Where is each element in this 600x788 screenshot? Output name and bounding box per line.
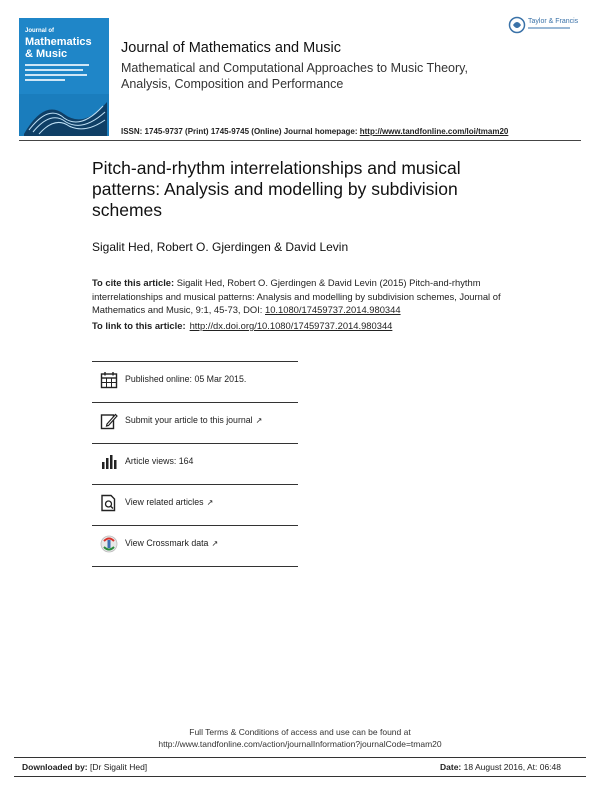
cite-label: To cite this article: [92, 277, 175, 288]
link-label: To link to this article: [92, 320, 186, 331]
article-link-line [92, 320, 392, 331]
edit-icon [100, 412, 118, 430]
citation-block [92, 276, 532, 317]
crossmark-label: View Crossmark data [125, 538, 209, 548]
cover-title [25, 26, 92, 60]
crossmark-link[interactable] [125, 538, 218, 548]
article-authors: Sigalit Hed, Robert O. Gjerdingen & David Levin [92, 240, 349, 254]
submit-article-link[interactable] [125, 415, 262, 425]
journal-title: Journal of Mathematics and Music [121, 40, 342, 56]
article-info-list [92, 361, 298, 567]
publisher-logo-icon [508, 16, 526, 34]
downloaded-by-label: Downloaded by: [22, 762, 88, 772]
terms-text: Full Terms & Conditions of access and use can be found at [189, 727, 411, 737]
calendar-icon [100, 371, 118, 389]
terms-url[interactable]: http://www.tandfonline.com/action/journalInformation?journalCode=tmam20 [158, 739, 442, 749]
cover-artwork [19, 94, 109, 136]
crossmark-icon [100, 535, 118, 553]
external-link-icon: ↗ [211, 539, 219, 548]
related-articles-item[interactable] [92, 485, 298, 526]
publisher-tagline-line [528, 27, 570, 29]
bar-chart-icon [100, 453, 118, 471]
download-date-value: 18 August 2016, At: 06:48 [461, 762, 561, 772]
footer-divider-bottom [14, 776, 586, 777]
cover-title-line3: & Music [25, 48, 68, 60]
journal-subtitle: Mathematical and Computational Approaches to Music Theory, Analysis, Composition and Performance [121, 61, 468, 91]
footer-divider-top [14, 757, 586, 758]
downloaded-by-value: [Dr Sigalit Hed] [87, 762, 148, 772]
downloaded-by [22, 762, 147, 772]
external-link-icon: ↗ [206, 498, 214, 507]
doi-link[interactable]: 10.1080/17459737.2014.980344 [265, 304, 401, 315]
article-link[interactable]: http://dx.doi.org/10.1080/17459737.2014.980344 [189, 320, 393, 331]
issn-line [121, 127, 508, 136]
crossmark-item[interactable] [92, 526, 298, 567]
publisher-logo[interactable] [508, 16, 583, 46]
publisher-name: Taylor & Francis [528, 18, 579, 25]
cover-text-lines [25, 64, 95, 84]
submit-article-label: Submit your article to this journal [125, 415, 253, 425]
document-search-icon [100, 494, 118, 512]
external-link-icon: ↗ [255, 416, 263, 425]
related-articles-link[interactable] [125, 497, 213, 507]
cover-title-line1: Journal of [25, 28, 55, 34]
header-divider [19, 140, 581, 141]
article-views-item [92, 444, 298, 485]
journal-cover [19, 18, 109, 136]
related-articles-label: View related articles [125, 497, 204, 507]
issn-text: ISSN: 1745-9737 (Print) 1745-9745 (Online) Journal homepage: [121, 127, 360, 136]
article-title: Pitch-and-rhythm interrelationships and musical patterns: Analysis and modelling by subdivision schemes [92, 158, 461, 220]
published-online-item [92, 361, 298, 403]
download-date-label: Date: [440, 762, 462, 772]
download-date [440, 762, 561, 772]
article-views-text: Article views: 164 [125, 456, 194, 466]
journal-homepage-link[interactable]: http://www.tandfonline.com/loi/tmam20 [359, 127, 509, 136]
cover-title-line2: Mathematics [25, 36, 92, 48]
submit-article-item[interactable] [92, 403, 298, 444]
published-online-text: Published online: 05 Mar 2015. [125, 374, 247, 384]
cite-text: Sigalit Hed, Robert O. Gjerdingen & David Levin (2015) Pitch-and-rhythm interrelationships and musical patterns: Analysis and modelling by subdivision schemes, Journal of Mathematics and Music, 9:1, 45-73, DOI: [92, 277, 501, 315]
